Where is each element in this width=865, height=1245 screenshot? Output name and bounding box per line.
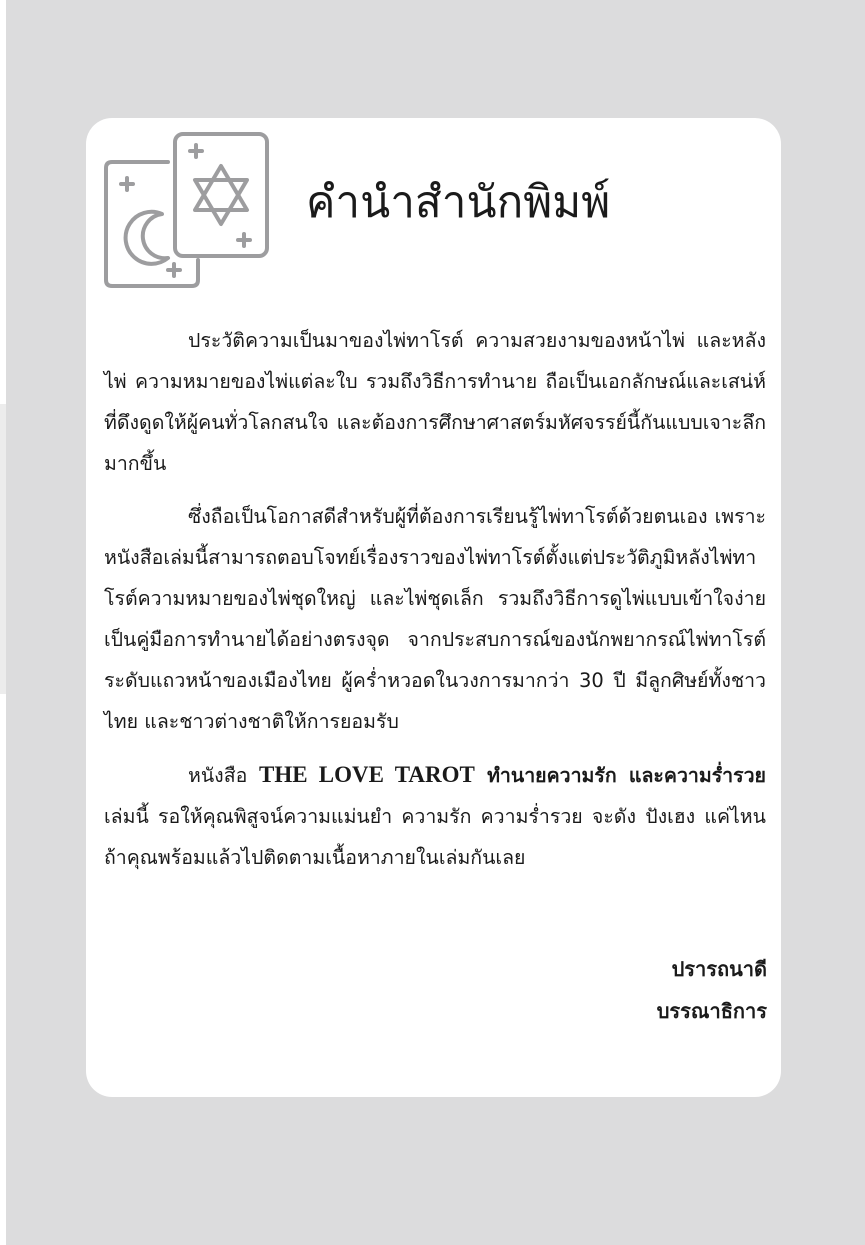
book-title-thai: ทำนายความรัก และความร่ำรวย [474, 764, 766, 787]
page-edge-strip [0, 404, 6, 694]
paragraph-opportunity: ซึ่งถือเป็นโอกาสดีสำหรับผู้ที่ต้องการเรียนรู้ไพ่ทาโรต์ด้วยตนเอง เพราะหนังสือเล่มนี้สามารถตอบโจทย์เรื่องราวของไพ่ทาโรต์ตั้งแต่ประวัติภูมิหลังไพ่ทาโรต์ความหมายของไพ่ชุดใหญ่ และไพ่ชุดเล็ก รวมถึงวิธีการดูไพ่แบบเข้าใจง่าย เป็นคู่มือการทำนายได้อย่างตรงจุด จากประสบการณ์ของนักพยากรณ์ไพ่ทาโรต์ระดับแถวหน้าของเมืองไทย ผู้คร่ำหวอดในวงการมากว่า 30 ปี มีลูกศิษย์ทั้งชาวไทย และชาวต่างชาติให้การยอมรับ [104, 505, 766, 733]
sparkle-icon-bottom [238, 234, 250, 246]
book-title-latin: THE LOVE TAROT [258, 762, 475, 787]
tarot-cards-icon [100, 130, 275, 290]
moon-icon [126, 212, 168, 264]
paragraph-history: ประวัติความเป็นมาของไพ่ทาโรต์ ความสวยงามของหน้าไพ่ และหลังไพ่ ความหมายของไพ่แต่ละใบ รวมถึงวิธีการทำนาย ถือเป็นเอกลักษณ์และเสน่ห์ที่ดึงดูดให้ผู้คนทั่วโลกสนใจ และต้องการศึกษาศาสตร์มหัศจรรย์นี้กันแบบเจาะลึกมากขึ้น [104, 329, 766, 475]
star-of-david-icon [195, 166, 247, 224]
foreword-body [104, 320, 766, 890]
book-intro-lead: หนังสือ [188, 764, 259, 787]
paragraph-book-intro [104, 754, 766, 878]
sparkle-icon-small [168, 264, 180, 276]
signature-author: บรรณาธิการ [656, 999, 767, 1023]
sparkle-icon-top [190, 145, 202, 157]
page-title: คำนำสำนักพิมพ์ [306, 177, 611, 228]
signature-closing: ปรารถนาดี [671, 957, 767, 981]
signature-block [657, 948, 767, 1032]
moon-card-outline [106, 162, 198, 286]
book-intro-rest: เล่มนี้ รอให้คุณพิสูจน์ความแม่นยำ ความรัก ความร่ำรวย จะดัง ปังเฮง แค่ไหน ถ้าคุณพร้อมแล้วไปติดตามเนื้อหาภายในเล่มกันเลย [104, 805, 766, 869]
sparkle-icon [121, 178, 133, 190]
